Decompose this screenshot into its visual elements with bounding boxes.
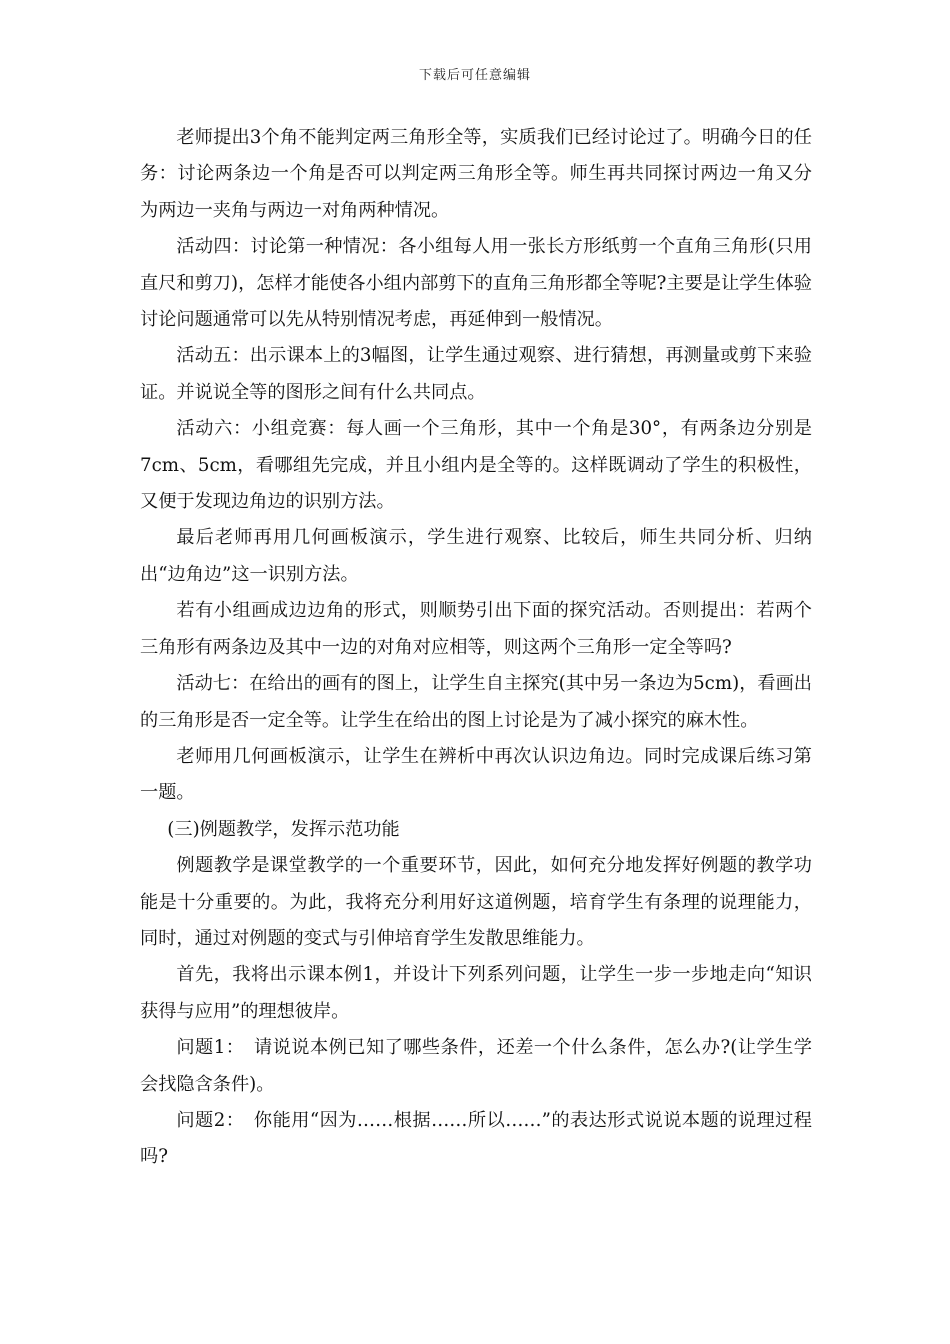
paragraph: 活动四：讨论第一种情况：各小组每人用一张长方形纸剪一个直角三角形(只用直尺和剪刀)，怎样才能使各小组内部剪下的直角三角形都全等呢?主要是让学生体验讨论问题通常可以先从特别情况考虑，再延伸到一般情况。: [140, 236, 812, 331]
paragraph: 问题1： 请说说本例已知了哪些条件，还差一个什么条件，怎么办?(让学生学会找隐含条件)。: [140, 1037, 812, 1095]
paragraph: 首先，我将出示课本例1，并设计下列系列问题，让学生一步一步地走向“知识获得与应用”的理想彼岸。: [140, 964, 812, 1022]
paragraph: 老师用几何画板演示，让学生在辨析中再次认识边角边。同时完成课后练习第一题。: [140, 745, 812, 804]
paragraph: 活动六：小组竞赛：每人画一个三角形，其中一个角是30°，有两条边分别是7cm、5cm，看哪组先完成，并且小组内是全等的。这样既调动了学生的积极性，又便于发现边角边的识别方法。: [140, 418, 812, 513]
paragraph: 例题教学是课堂教学的一个重要环节，因此，如何充分地发挥好例题的教学功能是十分重要的。为此，我将充分利用好这道例题，培育学生有条理的说理能力，同时，通过对例题的变式与引伸培育学生发散思维能力。: [140, 855, 812, 949]
section-heading: (三)例题教学，发挥示范功能: [167, 818, 400, 840]
paragraph: 最后老师再用几何画板演示，学生进行观察、比较后，师生共同分析、归纳出“边角边”这一识别方法。: [140, 527, 812, 585]
paragraph: 问题2： 你能用“因为……根据……所以……”的表达形式说说本题的说理过程吗?: [140, 1109, 812, 1168]
document-body: [140, 120, 812, 1176]
paragraph: 活动五：出示课本上的3幅图，让学生通过观察、进行猜想，再测量或剪下来验证。并说说全等的图形之间有什么共同点。: [140, 345, 812, 403]
page-header: 下载后可任意编辑: [418, 68, 531, 83]
paragraph: 老师提出3个角不能判定两三角形全等，实质我们已经讨论过了。明确今日的任务：讨论两条边一个角是否可以判定两三角形全等。师生再共同探讨两边一角又分为两边一夹角与两边一对角两种情况。: [140, 127, 812, 221]
paragraph: 若有小组画成边边角的形式，则顺势引出下面的探究活动。否则提出：若两个三角形有两条边及其中一边的对角对应相等，则这两个三角形一定全等吗?: [140, 600, 812, 658]
paragraph: 活动七：在给出的画有的图上，让学生自主探究(其中另一条边为5cm)，看画出的三角形是否一定全等。让学生在给出的图上讨论是为了减小探究的麻木性。: [140, 673, 812, 731]
